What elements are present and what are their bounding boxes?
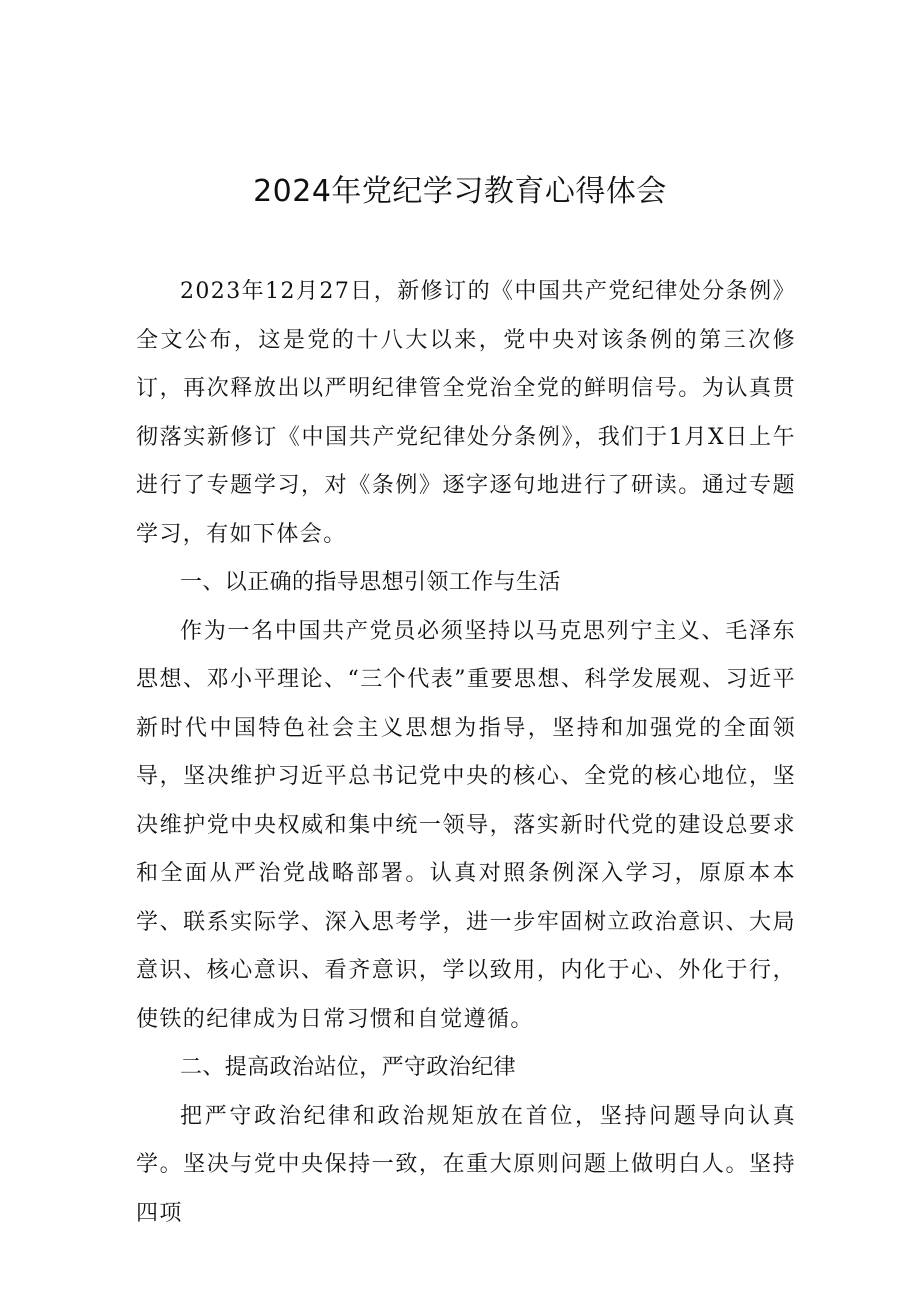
paragraph-section-1: 作为一名中国共产党员必须坚持以马克思列宁主义、毛泽东思想、邓小平理论、“三个代表”重要思想、科学发展观、习近平新时代中国特色社会主义思想为指导，坚持和加强党的全面领导，坚决维护习近平总书记党中央的核心、全党的核心地位，坚决维护党中央权威和集中统一领导，落实新时代党的建设总要求和全面从严治党战略部署。认真对照条例深入学习，原原本本学、联系实际学、深入思考学，进一步牢固树立政治意识、大局意识、核心意识、看齐意识，学以致用，内化于心、外化于行，使铁的纪律成为日常习惯和自觉遵循。 [136,618,796,1032]
document-title: 2024年党纪学习教育心得体会 [253,174,667,209]
paragraph-section-2: 把严守政治纪律和政治规矩放在首位，坚持问题导向认真学。坚决与党中央保持一致，在重大原则问题上做明白人。坚持四项 [136,1103,796,1226]
document-body [136,268,796,1238]
section-heading-2: 二、提高政治站位，严守政治纪律 [180,1055,517,1080]
section-heading-1: 一、以正确的指导思想引领工作与生活 [180,570,561,595]
paragraph-intro: 2023年12月27日，新修订的《中国共产党纪律处分条例》全文公布，这是党的十八大以来，党中央对该条例的第三次修订，再次释放出以严明纪律管全党治全党的鲜明信号。为认真贯彻落实新修订《中国共产党纪律处分条例》，我们于1月X日上午进行了专题学习，对《条例》逐字逐句地进行了研读。通过专题学习，有如下体会。 [136,279,796,547]
